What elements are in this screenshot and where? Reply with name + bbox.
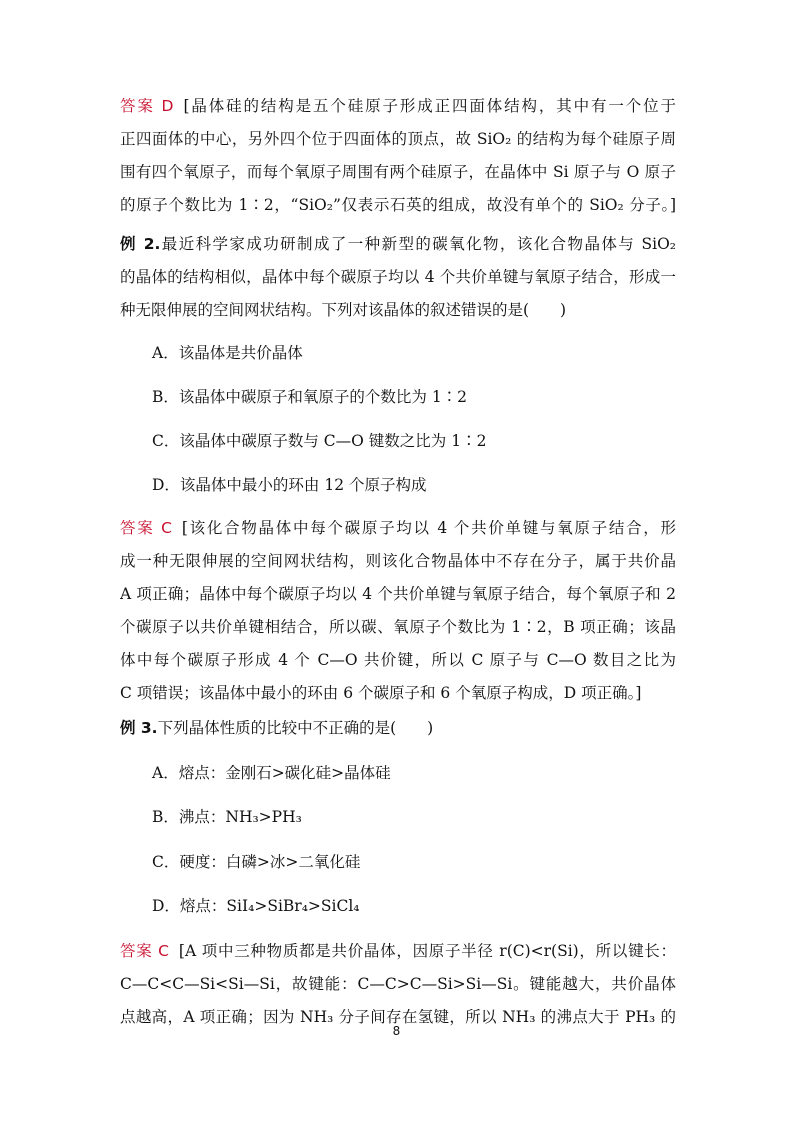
example-2-line-1	[120, 228, 676, 261]
answer-2-line-2: 成一种无限伸展的空间网状结构，则该化合物晶体中不存在分子，属于共价晶	[120, 552, 676, 570]
answer-3-line-1	[120, 935, 676, 968]
answer-2-text-1: [该化合物晶体中每个碳原子均以 4 个共价单键与氧原子结合，形	[181, 519, 676, 537]
answer-1-block	[120, 90, 676, 222]
answer-2-line-6: C 项错误；该晶体中最小的环由 6 个碳原子和 6 个氧原子构成，D 项正确。]	[120, 684, 642, 702]
answer-1-line-1	[120, 90, 676, 123]
example-2-option-d: D．该晶体中最小的环由 12 个原子构成	[152, 476, 427, 494]
answer-2-line-1	[120, 512, 676, 545]
page-number: 8	[392, 1024, 401, 1038]
example-2-text-1: 最近科学家成功研制成了一种新型的碳氧化物，该化合物晶体与 SiO₂	[160, 235, 676, 253]
answer-1-label: 答案 D	[120, 97, 174, 115]
example-3-label: 例 3.	[120, 719, 158, 737]
answer-2-line-5: 体中每个碳原子形成 4 个 C—O 共价键，所以 C 原子与 C—O 数目之比为	[120, 651, 676, 669]
answer-3-line-2: C—C<C—Si<Si—Si，故键能：C—C>C—Si>Si—Si。键能越大，共价晶体	[120, 975, 676, 993]
example-2-option-c: C．该晶体中碳原子数与 C—O 键数之比为 1∶2	[152, 432, 487, 450]
example-3-option-d: D．熔点：SiI₄>SiBr₄>SiCl₄	[152, 897, 360, 915]
example-3-stem: 下列晶体性质的比较中不正确的是( )	[157, 719, 434, 737]
example-2-line-3: 种无限伸展的空间网状结构。下列对该晶体的叙述错误的是( )	[120, 301, 567, 319]
example-2-label: 例 2.	[120, 235, 161, 253]
answer-2-line-3: A 项正确；晶体中每个碳原子均以 4 个共价单键与氧原子结合，每个氧原子和 2	[120, 585, 676, 603]
answer-3-text-1: [A 项中三种物质都是共价晶体，因原子半径 r(C)<r(Si)，所以键长：	[178, 942, 676, 960]
example-2-option-a: A．该晶体是共价晶体	[152, 344, 303, 362]
answer-2-line-4: 个碳原子以共价单键相结合，所以碳、氧原子个数比为 1∶2，B 项正确；该晶	[120, 618, 676, 636]
example-3-option-a: A．熔点：金刚石>碳化硅>晶体硅	[152, 764, 391, 782]
example-3-option-c: C．硬度：白磷>冰>二氧化硅	[152, 853, 361, 871]
answer-1-line-4: 的原子个数比为 1∶2，“SiO₂”仅表示石英的组成，故没有单个的 SiO₂ 分子。]	[120, 196, 676, 214]
example-2-line-2: 的晶体的结构相似，晶体中每个碳原子均以 4 个共价单键与氧原子结合，形成一	[120, 268, 676, 286]
example-3-block	[120, 712, 676, 745]
answer-1-line-3: 围有四个氧原子，而每个氧原子周围有两个硅原子，在晶体中 Si 原子与 O 原子	[120, 163, 676, 181]
answer-1-line-2: 正四面体的中心，另外四个位于四面体的顶点，故 SiO₂ 的结构为每个硅原子周	[120, 130, 676, 148]
answer-3-label: 答案 C	[120, 942, 169, 960]
answer-3-line-3: 点越高，A 项正确；因为 NH₃ 分子间存在氢键，所以 NH₃ 的沸点大于 PH₃ 的	[120, 1008, 676, 1026]
example-3-option-b: B．沸点：NH₃>PH₃	[152, 808, 302, 826]
example-2-block	[120, 228, 676, 327]
answer-1-text-1: [晶体硅的结构是五个硅原子形成正四面体结构，其中有一个位于	[183, 97, 676, 115]
answer-2-block	[120, 512, 676, 710]
example-3-line-1	[120, 712, 676, 745]
answer-3-block	[120, 935, 676, 1034]
answer-2-label: 答案 C	[120, 519, 172, 537]
example-2-option-b: B．该晶体中碳原子和氧原子的个数比为 1∶2	[152, 388, 468, 406]
